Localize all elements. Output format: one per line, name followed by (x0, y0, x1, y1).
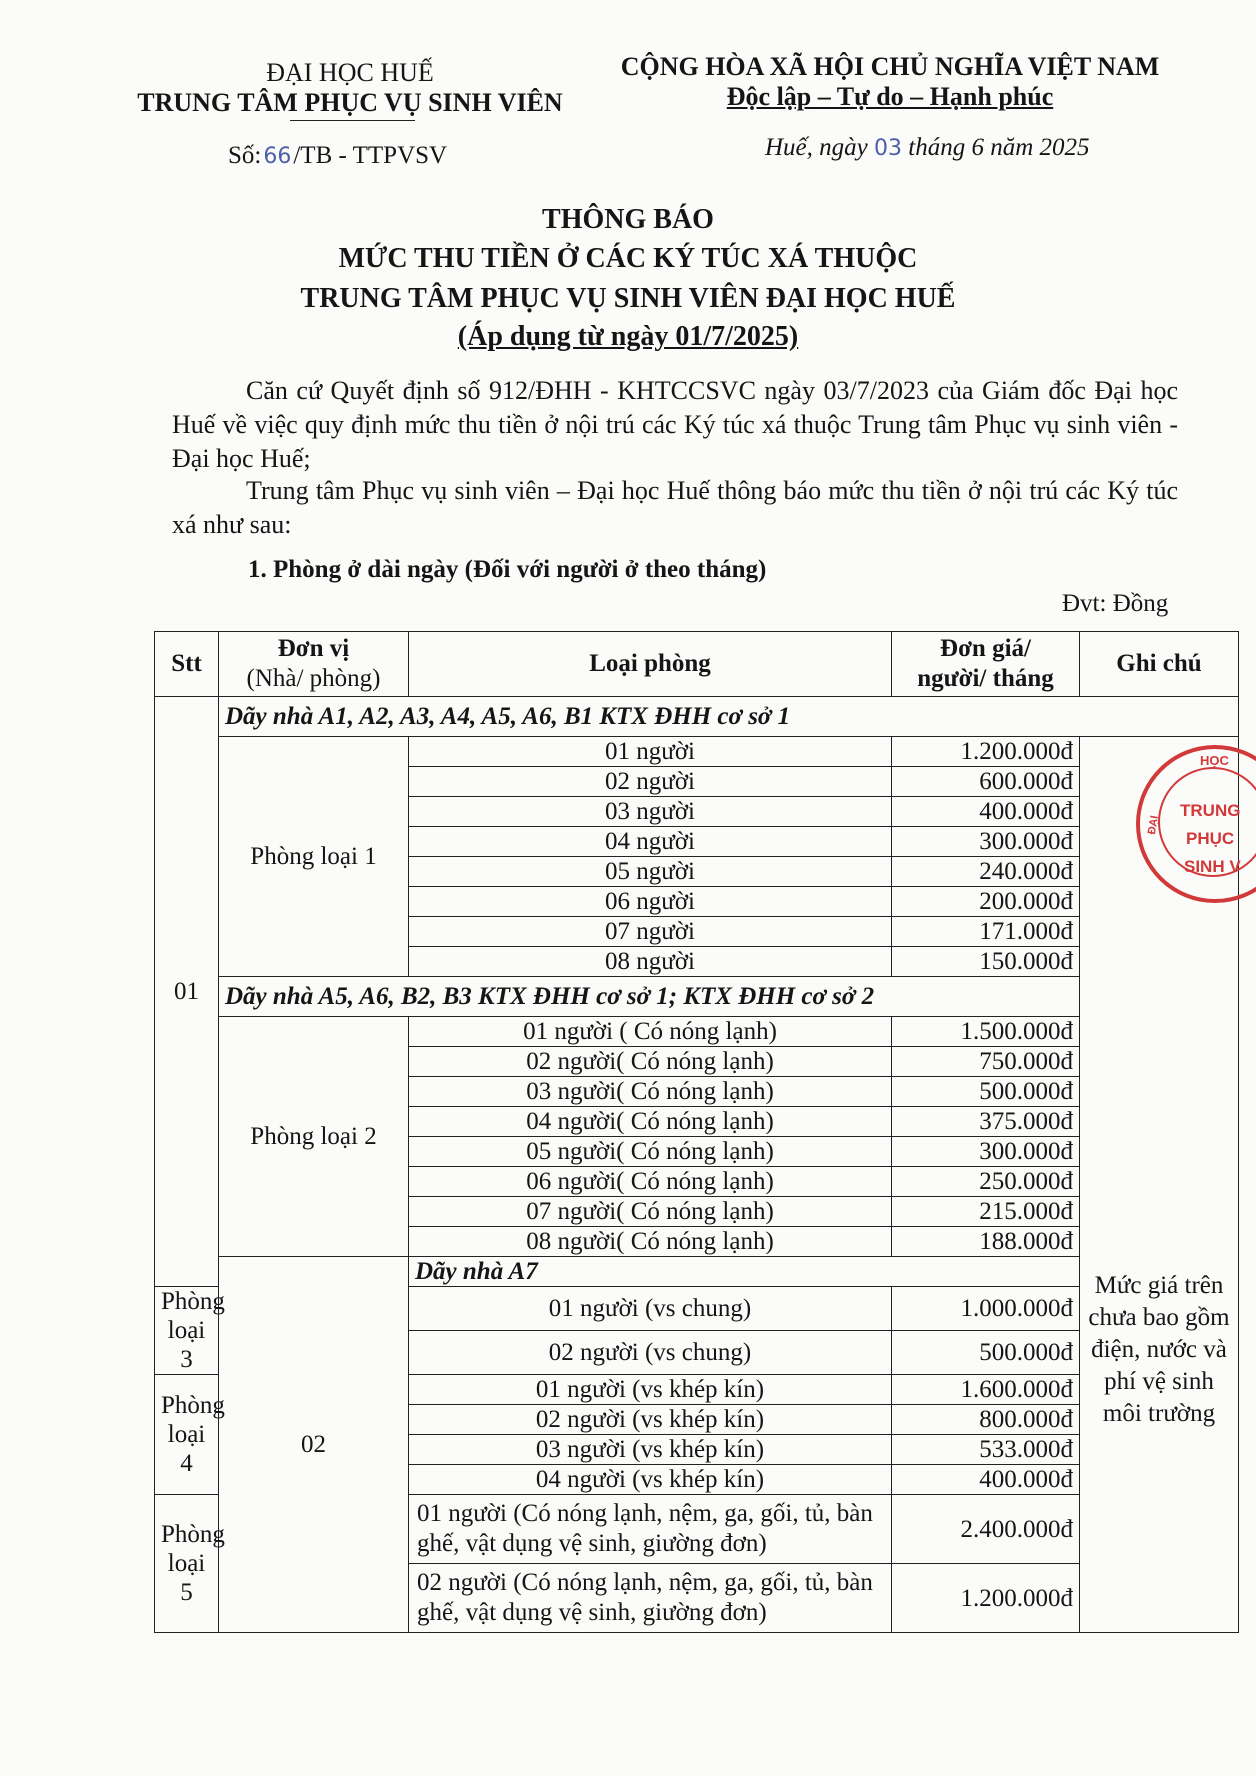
occupancy-cell: 01 người ( Có nóng lạnh) (409, 1017, 892, 1047)
doc-date (765, 134, 1090, 162)
building-group-3: Dãy nhà A7 (409, 1257, 1239, 1287)
paragraph-announcement: Trung tâm Phục vụ sinh viên – Đại học Huế thông báo mức thu tiền ở nội trú các Ký túc xá như sau: (172, 476, 1178, 539)
table-row (155, 1017, 1239, 1047)
note-text: Mức giá trên chưa bao gồm điện, nước và phí vệ sinh môi trường (1088, 1271, 1230, 1427)
paragraph-legal-basis: Căn cứ Quyết định số 912/ĐHH - KHTCCSVC ngày 03/7/2023 của Giám đốc Đại học Huế về việc quy định mức thu tiền ở nội trú các Ký túc xá thuộc Trung tâm Phục vụ sinh viên - Đại học Huế; (172, 376, 1178, 473)
occupancy-cell: 08 người( Có nóng lạnh) (409, 1227, 892, 1257)
header-unit-l1: Đơn vị (277, 635, 350, 662)
occupancy-cell: 04 người (409, 827, 892, 857)
occupancy-cell: 01 người (409, 737, 892, 767)
doc-number (228, 142, 447, 170)
stamp-text-side: ĐẠI (1145, 814, 1162, 836)
price-cell: 250.000đ (892, 1167, 1080, 1197)
doc-date-handwritten: 03 (874, 136, 902, 161)
table-row (155, 977, 1239, 1017)
room-type-5: Phòng loại 5 (155, 1495, 219, 1633)
stt-cell: 02 (219, 1257, 409, 1633)
price-cell: 375.000đ (892, 1107, 1080, 1137)
price-cell: 1.200.000đ (892, 1564, 1080, 1633)
price-cell: 171.000đ (892, 917, 1080, 947)
org-parent: ĐẠI HỌC HUẾ (266, 58, 434, 87)
occupancy-cell: 01 người (Có nóng lạnh, nệm, ga, gối, tủ, bàn ghế, vật dụng vệ sinh, giường đơn) (409, 1495, 892, 1564)
org-underline (290, 120, 415, 121)
occupancy-cell: 01 người (vs khép kín) (409, 1375, 892, 1405)
header-unit-l2: (Nhà/ phòng) (246, 665, 381, 692)
price-cell: 188.000đ (892, 1227, 1080, 1257)
stamp-text-2: PHỤC (1186, 829, 1235, 848)
price-cell: 750.000đ (892, 1047, 1080, 1077)
doc-effective-wrap (0, 321, 1256, 353)
occupancy-cell: 03 người( Có nóng lạnh) (409, 1077, 892, 1107)
price-cell: 1.200.000đ (892, 737, 1080, 767)
occupancy-cell: 06 người (409, 887, 892, 917)
stamp-text-top: HỌC (1200, 753, 1229, 768)
price-cell: 150.000đ (892, 947, 1080, 977)
occupancy-cell: 05 người (409, 857, 892, 887)
org-unit: TRUNG TÂM PHỤC VỤ SINH VIÊN (137, 88, 563, 117)
room-type-3: Phòng loại 3 (155, 1287, 219, 1375)
price-cell: 533.000đ (892, 1435, 1080, 1465)
building-group-1: Dãy nhà A1, A2, A3, A4, A5, A6, B1 KTX ĐHH cơ sở 1 (219, 697, 1239, 737)
occupancy-cell: 02 người (vs khép kín) (409, 1405, 892, 1435)
header-price-l2: người/ tháng (917, 665, 1054, 692)
stamp-text-3: SINH V (1184, 857, 1241, 876)
header-price (892, 632, 1080, 697)
occupancy-cell: 04 người( Có nóng lạnh) (409, 1107, 892, 1137)
header-room-type: Loại phòng (409, 632, 892, 697)
doc-effective-date: (Áp dụng từ ngày 01/7/2025) (457, 321, 799, 352)
price-cell: 500.000đ (892, 1077, 1080, 1107)
occupancy-cell: 02 người (409, 767, 892, 797)
occupancy-cell: 01 người (vs chung) (409, 1287, 892, 1331)
header-stt: Stt (155, 632, 219, 697)
fee-table (154, 631, 1239, 1633)
doc-number-prefix: Số: (228, 142, 262, 169)
occupancy-cell: 02 người( Có nóng lạnh) (409, 1047, 892, 1077)
nation-header (590, 52, 1190, 112)
occupancy-cell: 06 người( Có nóng lạnh) (409, 1167, 892, 1197)
price-cell: 400.000đ (892, 797, 1080, 827)
header-unit (219, 632, 409, 697)
doc-subtitle-1: MỨC THU TIỀN Ở CÁC KÝ TÚC XÁ THUỘC (338, 243, 918, 274)
doc-date-prefix: Huế, ngày (765, 134, 868, 161)
occupancy-cell: 07 người( Có nóng lạnh) (409, 1197, 892, 1227)
doc-number-handwritten: 66 (263, 144, 292, 169)
occupancy-cell: 05 người( Có nóng lạnh) (409, 1137, 892, 1167)
price-cell: 600.000đ (892, 767, 1080, 797)
price-cell: 1.600.000đ (892, 1375, 1080, 1405)
room-type-4: Phòng loại 4 (155, 1375, 219, 1495)
price-cell: 215.000đ (892, 1197, 1080, 1227)
occupancy-cell: 07 người (409, 917, 892, 947)
occupancy-cell: 02 người (Có nóng lạnh, nệm, ga, gối, tủ, bàn ghế, vật dụng vệ sinh, giường đơn) (409, 1564, 892, 1633)
unit-label: Đvt: Đồng (1062, 590, 1169, 617)
occupancy-cell: 04 người (vs khép kín) (409, 1465, 892, 1495)
section-heading: 1. Phòng ở dài ngày (Đối với người ở theo tháng) (248, 556, 767, 583)
price-cell: 500.000đ (892, 1331, 1080, 1375)
building-group-2: Dãy nhà A5, A6, B2, B3 KTX ĐHH cơ sở 1; KTX ĐHH cơ sở 2 (219, 977, 1080, 1017)
occupancy-cell: 03 người (409, 797, 892, 827)
price-cell: 2.400.000đ (892, 1495, 1080, 1564)
room-type-1: Phòng loại 1 (219, 737, 409, 977)
room-type-2: Phòng loại 2 (219, 1017, 409, 1257)
header-note: Ghi chú (1080, 632, 1239, 697)
header-price-l1: Đơn giá/ (940, 635, 1031, 662)
price-cell: 240.000đ (892, 857, 1080, 887)
occupancy-cell: 08 người (409, 947, 892, 977)
table-row (155, 697, 1239, 737)
price-cell: 1.500.000đ (892, 1017, 1080, 1047)
price-cell: 300.000đ (892, 1137, 1080, 1167)
price-cell: 300.000đ (892, 827, 1080, 857)
nation-motto: Độc lập – Tự do – Hạnh phúc (726, 82, 1054, 111)
price-cell: 400.000đ (892, 1465, 1080, 1495)
table-row (155, 1257, 1239, 1287)
price-cell: 800.000đ (892, 1405, 1080, 1435)
nation-name: CỘNG HÒA XÃ HỘI CHỦ NGHĨA VIỆT NAM (620, 52, 1160, 81)
doc-date-suffix: tháng 6 năm 2025 (908, 134, 1090, 161)
stamp-text-1: TRUNG (1180, 801, 1241, 820)
price-cell: 1.000.000đ (892, 1287, 1080, 1331)
doc-number-suffix: /TB - TTPVSV (293, 142, 448, 169)
stt-cell: 01 (155, 697, 219, 1287)
occupancy-cell: 03 người (vs khép kín) (409, 1435, 892, 1465)
doc-subtitle-2: TRUNG TÂM PHỤC VỤ SINH VIÊN ĐẠI HỌC HUẾ (300, 283, 956, 314)
table-row (155, 737, 1239, 767)
table-header-row (155, 632, 1239, 697)
doc-title: THÔNG BÁO (542, 204, 714, 235)
org-name (120, 58, 580, 118)
occupancy-cell: 02 người (vs chung) (409, 1331, 892, 1375)
price-cell: 200.000đ (892, 887, 1080, 917)
